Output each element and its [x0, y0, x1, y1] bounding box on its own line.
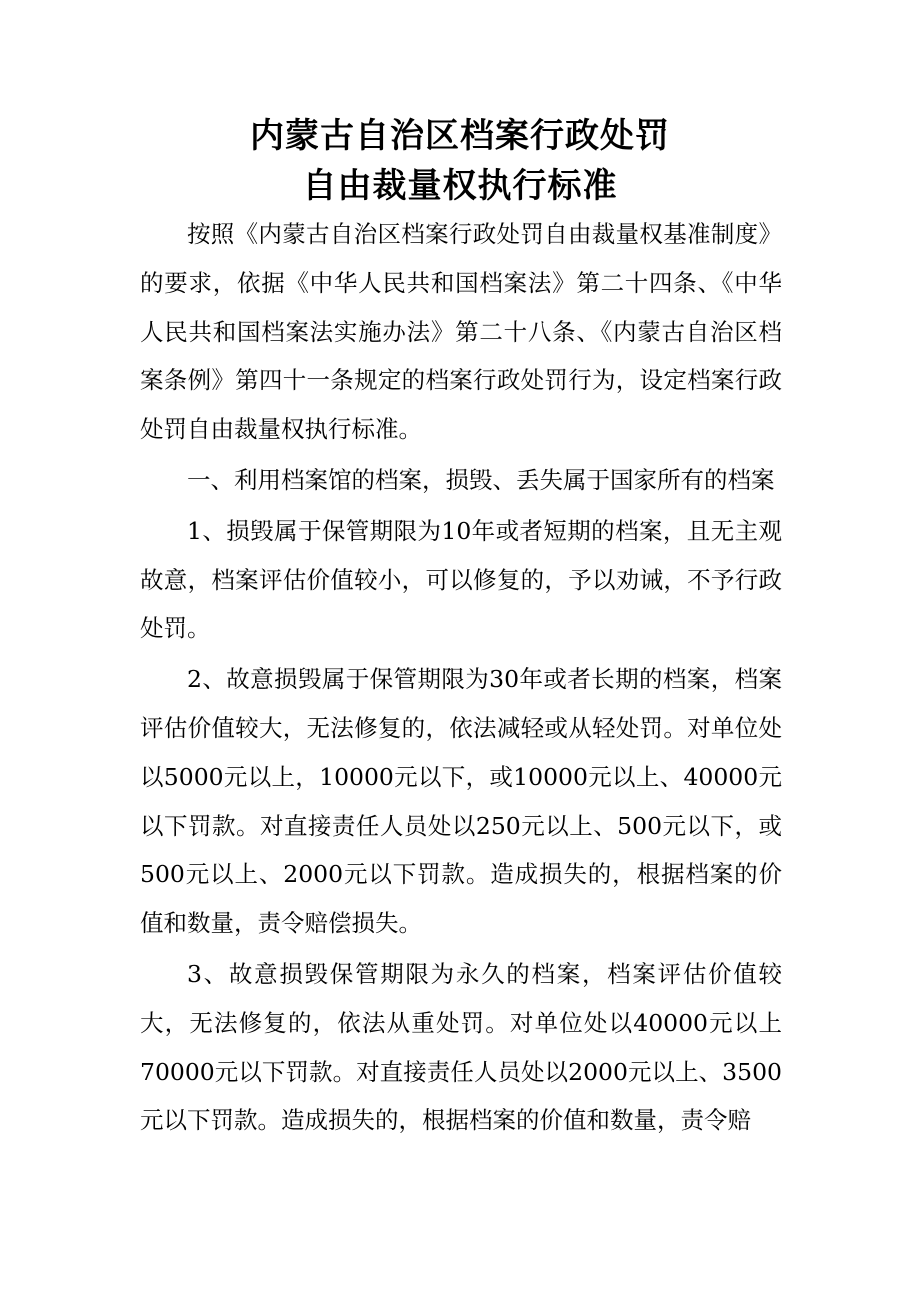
document-title-line-1: 内蒙古自治区档案行政处罚 — [250, 116, 670, 156]
paragraph-item-2: 2、故意损毁属于保管期限为30年或者长期的档案，档案评估价值较大，无法修复的，依法减轻或从轻处罚。对单位处以5000元以上，10000元以下，或10000元以上、40000元以下罚款。对直接责任人员处以250元以上、500元以下，或500元以上、2000元以下罚款。造成损失的，根据档案的价值和数量，责令赔偿损失。 — [140, 665, 782, 938]
paragraph-intro: 按照《内蒙古自治区档案行政处罚自由裁量权基准制度》的要求，依据《中华人民共和国档案法》第二十四条、《中华人民共和国档案法实施办法》第二十八条、《内蒙古自治区档案条例》第四十一条规定的档案行政处罚行为，设定档案行政处罚自由裁量权执行标准。 — [140, 220, 782, 444]
paragraph-item-3: 3、故意损毁保管期限为永久的档案，档案评估价值较大，无法修复的，依法从重处罚。对单位处以40000元以上70000元以下罚款。对直接责任人员处以2000元以上、3500元以下罚款。造成损失的，根据档案的价值和数量，责令赔 — [140, 959, 782, 1135]
document-title-line-2: 自由裁量权执行标准 — [302, 166, 618, 206]
paragraph-item-1: 1、损毁属于保管期限为10年或者短期的档案，且无主观故意，档案评估价值较小，可以修复的，予以劝诫，不予行政处罚。 — [140, 516, 782, 643]
document-body — [140, 210, 782, 1145]
paragraph-section-1-heading: 一、利用档案馆的档案，损毁、丢失属于国家所有的档案 — [187, 465, 775, 494]
